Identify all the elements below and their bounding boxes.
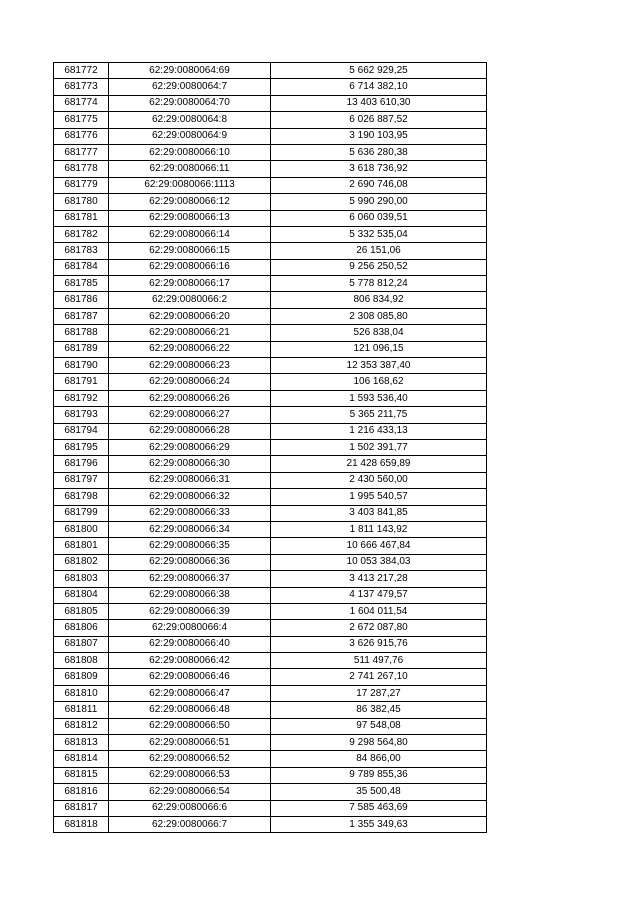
cadastral-number-cell: 62:29:0080066:13 [109, 210, 271, 226]
table-row [54, 505, 487, 521]
cadastral-number-cell: 62:29:0080066:32 [109, 489, 271, 505]
value-cell: 9 256 250,52 [271, 259, 487, 275]
cadastral-number-cell: 62:29:0080066:36 [109, 554, 271, 570]
value-cell: 1 995 540,57 [271, 489, 487, 505]
cadastral-number-cell: 62:29:0080064:8 [109, 112, 271, 128]
value-cell: 2 690 746,08 [271, 177, 487, 193]
value-cell: 1 811 143,92 [271, 521, 487, 537]
value-cell: 10 666 467,84 [271, 538, 487, 554]
table-row [54, 751, 487, 767]
cadastral-number-cell: 62:29:0080066:12 [109, 194, 271, 210]
cadastral-number-cell: 62:29:0080066:6 [109, 800, 271, 816]
cadastral-number-cell: 62:29:0080066:26 [109, 390, 271, 406]
row-id-cell: 681780 [54, 194, 109, 210]
value-cell: 3 413 217,28 [271, 571, 487, 587]
row-id-cell: 681781 [54, 210, 109, 226]
table-row [54, 669, 487, 685]
row-id-cell: 681805 [54, 603, 109, 619]
table-row [54, 653, 487, 669]
cadastral-number-cell: 62:29:0080066:21 [109, 325, 271, 341]
value-cell: 106 168,62 [271, 374, 487, 390]
cadastral-number-cell: 62:29:0080064:7 [109, 79, 271, 95]
table-row [54, 210, 487, 226]
row-id-cell: 681818 [54, 816, 109, 832]
row-id-cell: 681803 [54, 571, 109, 587]
row-id-cell: 681798 [54, 489, 109, 505]
row-id-cell: 681815 [54, 767, 109, 783]
row-id-cell: 681778 [54, 161, 109, 177]
table-row [54, 620, 487, 636]
table-row [54, 472, 487, 488]
table-body [54, 63, 487, 833]
row-id-cell: 681813 [54, 735, 109, 751]
value-cell: 121 096,15 [271, 341, 487, 357]
cadastral-number-cell: 62:29:0080066:2 [109, 292, 271, 308]
value-cell: 511 497,76 [271, 653, 487, 669]
table-row [54, 144, 487, 160]
cadastral-number-cell: 62:29:0080066:35 [109, 538, 271, 554]
row-id-cell: 681786 [54, 292, 109, 308]
row-id-cell: 681772 [54, 63, 109, 79]
row-id-cell: 681777 [54, 144, 109, 160]
value-cell: 3 403 841,85 [271, 505, 487, 521]
cadastral-number-cell: 62:29:0080066:4 [109, 620, 271, 636]
row-id-cell: 681792 [54, 390, 109, 406]
cadastral-number-cell: 62:29:0080066:10 [109, 144, 271, 160]
value-cell: 35 500,48 [271, 784, 487, 800]
row-id-cell: 681790 [54, 358, 109, 374]
table-row [54, 341, 487, 357]
table-row [54, 407, 487, 423]
row-id-cell: 681799 [54, 505, 109, 521]
table-row [54, 538, 487, 554]
cadastral-number-cell: 62:29:0080066:37 [109, 571, 271, 587]
table-row [54, 521, 487, 537]
row-id-cell: 681779 [54, 177, 109, 193]
table-row [54, 325, 487, 341]
table-row [54, 489, 487, 505]
row-id-cell: 681791 [54, 374, 109, 390]
data-table [53, 62, 487, 833]
row-id-cell: 681801 [54, 538, 109, 554]
cadastral-number-cell: 62:29:0080066:15 [109, 243, 271, 259]
row-id-cell: 681775 [54, 112, 109, 128]
row-id-cell: 681807 [54, 636, 109, 652]
cadastral-number-cell: 62:29:0080066:42 [109, 653, 271, 669]
table-row [54, 276, 487, 292]
table-row [54, 358, 487, 374]
value-cell: 6 026 887,52 [271, 112, 487, 128]
table-row [54, 685, 487, 701]
cadastral-number-cell: 62:29:0080066:39 [109, 603, 271, 619]
cadastral-number-cell: 62:29:0080066:30 [109, 456, 271, 472]
row-id-cell: 681796 [54, 456, 109, 472]
table-row [54, 194, 487, 210]
table-row [54, 571, 487, 587]
cadastral-number-cell: 62:29:0080066:46 [109, 669, 271, 685]
table-row [54, 374, 487, 390]
cadastral-number-cell: 62:29:0080064:70 [109, 95, 271, 111]
table-row [54, 95, 487, 111]
row-id-cell: 681806 [54, 620, 109, 636]
value-cell: 5 990 290,00 [271, 194, 487, 210]
table-row [54, 226, 487, 242]
value-cell: 3 626 915,76 [271, 636, 487, 652]
cadastral-number-cell: 62:29:0080066:22 [109, 341, 271, 357]
row-id-cell: 681784 [54, 259, 109, 275]
table-row [54, 161, 487, 177]
value-cell: 1 355 349,63 [271, 816, 487, 832]
table-row [54, 784, 487, 800]
value-cell: 86 382,45 [271, 702, 487, 718]
table-row [54, 243, 487, 259]
value-cell: 13 403 610,30 [271, 95, 487, 111]
cadastral-number-cell: 62:29:0080066:34 [109, 521, 271, 537]
row-id-cell: 681783 [54, 243, 109, 259]
row-id-cell: 681800 [54, 521, 109, 537]
table-row [54, 456, 487, 472]
value-cell: 3 190 103,95 [271, 128, 487, 144]
table-row [54, 308, 487, 324]
table-row [54, 112, 487, 128]
row-id-cell: 681788 [54, 325, 109, 341]
value-cell: 2 308 085,80 [271, 308, 487, 324]
cadastral-number-cell: 62:29:0080066:20 [109, 308, 271, 324]
row-id-cell: 681785 [54, 276, 109, 292]
table-row [54, 603, 487, 619]
row-id-cell: 681816 [54, 784, 109, 800]
cadastral-number-cell: 62:29:0080066:52 [109, 751, 271, 767]
row-id-cell: 681776 [54, 128, 109, 144]
row-id-cell: 681793 [54, 407, 109, 423]
value-cell: 12 353 387,40 [271, 358, 487, 374]
table-row [54, 423, 487, 439]
row-id-cell: 681811 [54, 702, 109, 718]
cadastral-number-cell: 62:29:0080066:33 [109, 505, 271, 521]
cadastral-number-cell: 62:29:0080066:31 [109, 472, 271, 488]
value-cell: 1 502 391,77 [271, 439, 487, 455]
value-cell: 4 137 479,57 [271, 587, 487, 603]
row-id-cell: 681797 [54, 472, 109, 488]
table-row [54, 735, 487, 751]
cadastral-number-cell: 62:29:0080066:29 [109, 439, 271, 455]
row-id-cell: 681789 [54, 341, 109, 357]
table-row [54, 292, 487, 308]
value-cell: 17 287,27 [271, 685, 487, 701]
value-cell: 6 060 039,51 [271, 210, 487, 226]
table-row [54, 636, 487, 652]
value-cell: 806 834,92 [271, 292, 487, 308]
value-cell: 2 672 087,80 [271, 620, 487, 636]
table-row [54, 79, 487, 95]
row-id-cell: 681782 [54, 226, 109, 242]
cadastral-number-cell: 62:29:0080066:54 [109, 784, 271, 800]
cadastral-number-cell: 62:29:0080066:47 [109, 685, 271, 701]
table-row [54, 63, 487, 79]
table-row [54, 767, 487, 783]
value-cell: 3 618 736,92 [271, 161, 487, 177]
cadastral-number-cell: 62:29:0080064:9 [109, 128, 271, 144]
row-id-cell: 681808 [54, 653, 109, 669]
table-row [54, 439, 487, 455]
table-row [54, 554, 487, 570]
cadastral-number-cell: 62:29:0080066:40 [109, 636, 271, 652]
value-cell: 2 741 267,10 [271, 669, 487, 685]
table-row [54, 816, 487, 832]
value-cell: 5 636 280,38 [271, 144, 487, 160]
cadastral-number-cell: 62:29:0080066:53 [109, 767, 271, 783]
cadastral-number-cell: 62:29:0080066:27 [109, 407, 271, 423]
row-id-cell: 681804 [54, 587, 109, 603]
cadastral-number-cell: 62:29:0080064:69 [109, 63, 271, 79]
table-row [54, 587, 487, 603]
value-cell: 97 548,08 [271, 718, 487, 734]
value-cell: 5 662 929,25 [271, 63, 487, 79]
value-cell: 84 866,00 [271, 751, 487, 767]
value-cell: 10 053 384,03 [271, 554, 487, 570]
cadastral-number-cell: 62:29:0080066:7 [109, 816, 271, 832]
value-cell: 5 365 211,75 [271, 407, 487, 423]
row-id-cell: 681774 [54, 95, 109, 111]
row-id-cell: 681817 [54, 800, 109, 816]
value-cell: 1 216 433,13 [271, 423, 487, 439]
value-cell: 5 778 812,24 [271, 276, 487, 292]
value-cell: 2 430 560,00 [271, 472, 487, 488]
row-id-cell: 681814 [54, 751, 109, 767]
row-id-cell: 681794 [54, 423, 109, 439]
table-row [54, 128, 487, 144]
row-id-cell: 681795 [54, 439, 109, 455]
cadastral-number-cell: 62:29:0080066:17 [109, 276, 271, 292]
value-cell: 21 428 659,89 [271, 456, 487, 472]
value-cell: 6 714 382,10 [271, 79, 487, 95]
cadastral-number-cell: 62:29:0080066:14 [109, 226, 271, 242]
cadastral-number-cell: 62:29:0080066:50 [109, 718, 271, 734]
value-cell: 5 332 535,04 [271, 226, 487, 242]
cadastral-number-cell: 62:29:0080066:28 [109, 423, 271, 439]
table-row [54, 702, 487, 718]
value-cell: 1 593 536,40 [271, 390, 487, 406]
value-cell: 9 298 564,80 [271, 735, 487, 751]
row-id-cell: 681802 [54, 554, 109, 570]
table-row [54, 800, 487, 816]
value-cell: 7 585 463,69 [271, 800, 487, 816]
cadastral-number-cell: 62:29:0080066:11 [109, 161, 271, 177]
value-cell: 1 604 011,54 [271, 603, 487, 619]
row-id-cell: 681773 [54, 79, 109, 95]
cadastral-number-cell: 62:29:0080066:1113 [109, 177, 271, 193]
cadastral-number-cell: 62:29:0080066:38 [109, 587, 271, 603]
row-id-cell: 681809 [54, 669, 109, 685]
cadastral-number-cell: 62:29:0080066:16 [109, 259, 271, 275]
cadastral-number-cell: 62:29:0080066:24 [109, 374, 271, 390]
value-cell: 526 838,04 [271, 325, 487, 341]
row-id-cell: 681787 [54, 308, 109, 324]
row-id-cell: 681810 [54, 685, 109, 701]
table-row [54, 390, 487, 406]
row-id-cell: 681812 [54, 718, 109, 734]
value-cell: 9 789 855,36 [271, 767, 487, 783]
cadastral-number-cell: 62:29:0080066:23 [109, 358, 271, 374]
table-row [54, 718, 487, 734]
table-row [54, 177, 487, 193]
table-row [54, 259, 487, 275]
cadastral-number-cell: 62:29:0080066:48 [109, 702, 271, 718]
value-cell: 26 151,06 [271, 243, 487, 259]
cadastral-number-cell: 62:29:0080066:51 [109, 735, 271, 751]
